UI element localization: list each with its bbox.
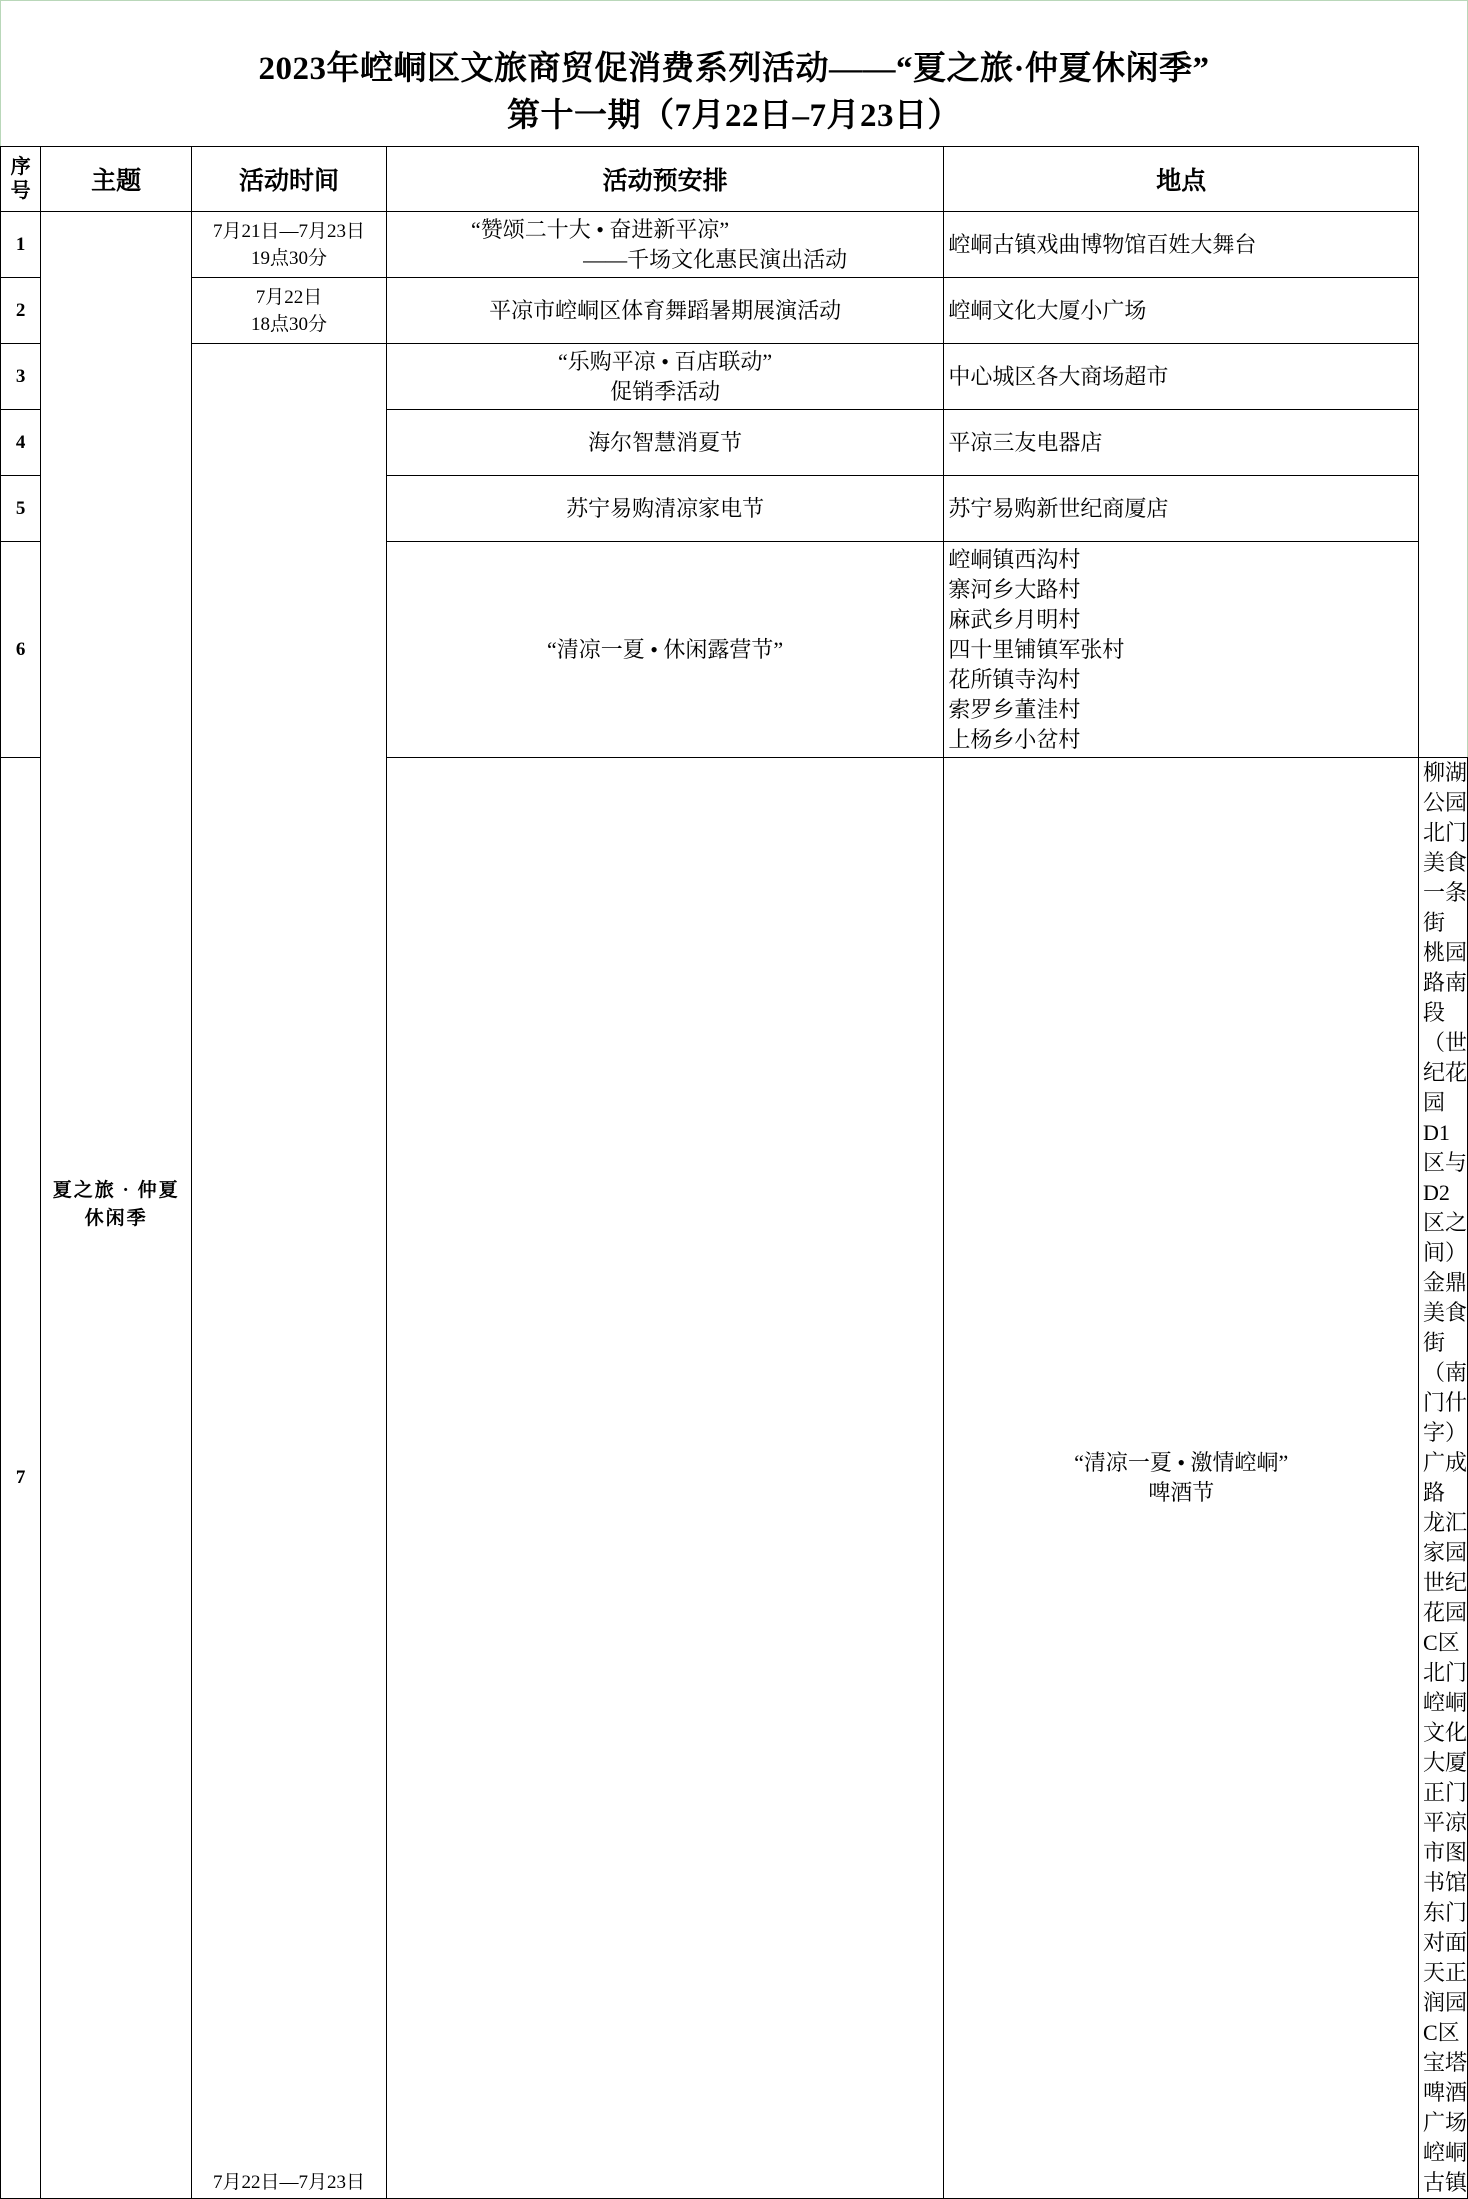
row-seq: 6 — [1, 542, 41, 758]
row-activity: 平凉市崆峒区体育舞蹈暑期展演活动 — [386, 278, 944, 344]
document-title — [0, 46, 1468, 140]
row-seq: 1 — [1, 212, 41, 278]
row-seq: 5 — [1, 476, 41, 542]
row-time: 7月21日—7月23日 19点30分 — [192, 212, 387, 278]
row-seq: 4 — [1, 410, 41, 476]
row-time-shared: 7月22日—7月23日 — [192, 344, 387, 2199]
row-activity: “赞颂二十大 • 奋进新平凉” ——千场文化惠民演出活动 — [386, 212, 944, 278]
table-row — [1, 212, 1468, 278]
title-line-1: 2023年崆峒区文旅商贸促消费系列活动——“夏之旅·仲夏休闲季” — [258, 51, 1210, 87]
row-location: 平凉三友电器店 — [944, 410, 1419, 476]
row-location: 中心城区各大商场超市 — [944, 344, 1419, 410]
activity-schedule-table — [0, 146, 1468, 2199]
row-location: 崆峒古镇戏曲博物馆百姓大舞台 — [944, 212, 1419, 278]
title-line-2: 第十一期（7月22日–7月23日） — [507, 98, 961, 134]
header-activity: 活动预安排 — [386, 147, 944, 212]
row-activity: 苏宁易购清凉家电节 — [386, 476, 944, 542]
row-time: 7月22日 18点30分 — [192, 278, 387, 344]
theme-cell: 夏之旅 · 仲夏休闲季 — [41, 212, 192, 2199]
row-seq: 2 — [1, 278, 41, 344]
header-theme: 主题 — [41, 147, 192, 212]
row-time-empty — [386, 758, 944, 2199]
row-location: 柳湖公园北门 美食一条街 桃园路南段（世纪花园D1区与D2区之间） 金鼎美食街（南门什字） 广成路 龙汇家园 世纪花园C区北门 崆峒文化大厦正门 平凉市图书馆东门对面 天正润园C区 宝塔啤酒广场 崆峒古镇 — [1419, 758, 1468, 2199]
row-location: 苏宁易购新世纪商厦店 — [944, 476, 1419, 542]
row-location: 崆峒文化大厦小广场 — [944, 278, 1419, 344]
header-location: 地点 — [944, 147, 1419, 212]
row-activity: “清凉一夏 • 激情崆峒” 啤酒节 — [944, 758, 1419, 2199]
row-activity: “乐购平凉 • 百店联动” 促销季活动 — [386, 344, 944, 410]
row-activity: 海尔智慧消夏节 — [386, 410, 944, 476]
table-header-row — [1, 147, 1468, 212]
header-time: 活动时间 — [192, 147, 387, 212]
row-seq: 7 — [1, 758, 41, 2199]
table-row — [1, 278, 1468, 344]
row-activity: “清凉一夏 • 休闲露营节” — [386, 542, 944, 758]
row-location: 崆峒镇西沟村 寨河乡大路村 麻武乡月明村 四十里铺镇军张村 花所镇寺沟村 索罗乡董洼村 上杨乡小岔村 — [944, 542, 1419, 758]
row-seq: 3 — [1, 344, 41, 410]
header-seq: 序 号 — [1, 147, 41, 212]
table-row — [1, 344, 1468, 410]
